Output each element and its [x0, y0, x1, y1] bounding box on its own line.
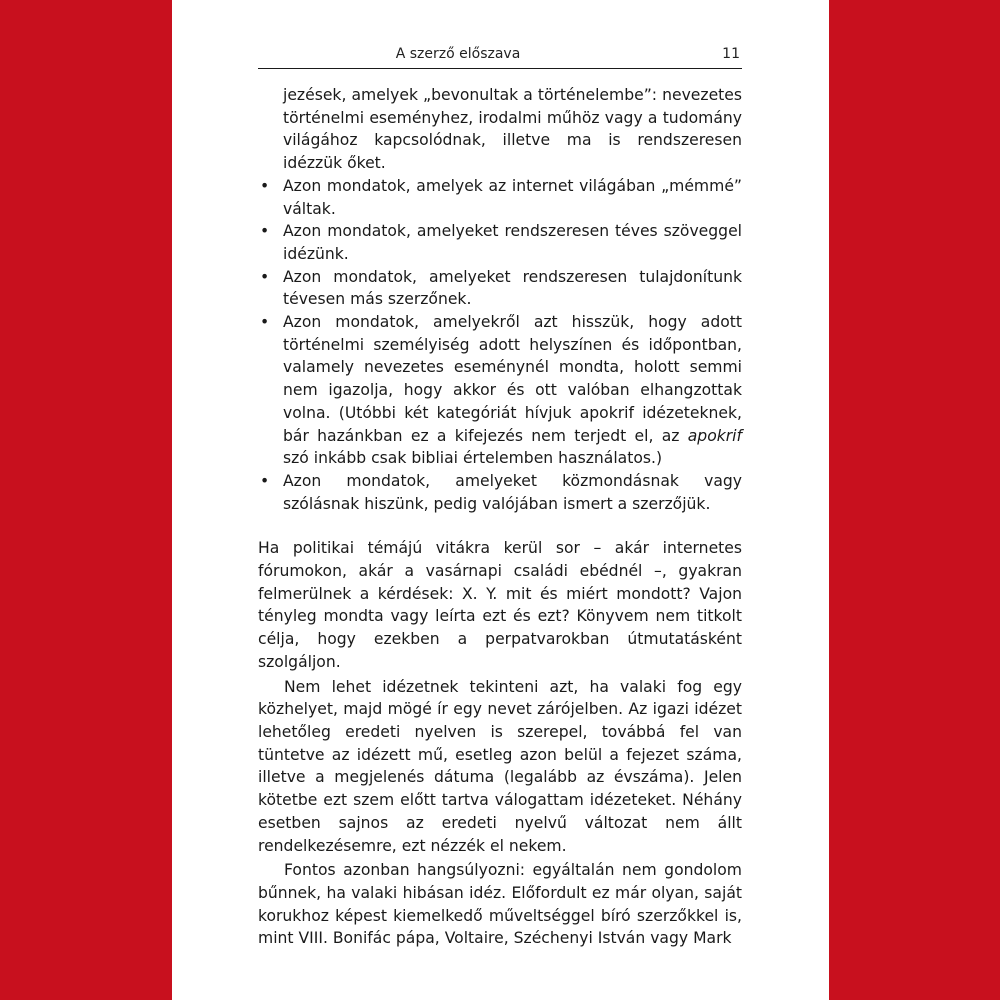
list-item [258, 266, 742, 311]
list-item [258, 311, 742, 470]
bullet-icon: • [260, 267, 270, 286]
paragraph: Fontos azonban hangsúlyozni: egyáltalán nem gondolom bűnnek, ha valaki hibásan idéz. Előfordult ez már olyan, saját korukhoz képest kiemelkedő műveltséggel bíró szerzőkkel is, mint VIII. Bonifác pápa, Voltaire, Széchenyi István vagy Mark [258, 861, 742, 948]
list-item [258, 175, 742, 220]
italic-term: apokrif [687, 426, 742, 445]
paragraph: Ha politikai témájú vitákra kerül sor – akár internetes fórumokon, akár a vasárnapi családi ebédnél –, gyakran felmerülnek a kérdések: X. Y. mit és miért mondott? Vajon tényleg mondta vagy leírta ezt és ezt? Könyvem nem titkolt célja, hogy ezekben a perpatvarokban útmutatásként szolgáljon. [258, 539, 742, 671]
page-body [258, 84, 742, 950]
list-item [258, 470, 742, 515]
list-item-text-part2: szó inkább csak bibliai értelemben használatos.) [283, 449, 663, 468]
list-item-text: Azon mondatok, amelyeket közmondásnak vagy szólásnak hiszünk, pedig valójában ismert a szerzőjük. [283, 471, 742, 513]
list-item-text: Azon mondatok, amelyeket rendszeresen téves szöveggel idézünk. [283, 222, 742, 263]
running-header [258, 46, 742, 69]
list-item-continuation [258, 84, 742, 175]
list-item-text-part1: Azon mondatok, amelyekről azt hisszük, hogy adott történelmi személyiség adott helyszínen és időpontban, valamely nevezetes eseménynél mondta, holott semmi nem igazolja, hogy akkor és ott valóban elhangzottak volna. (Utóbbi két kategóriát hívjuk apokrif idézeteknek, bár hazánkban ez a kifejezés nem terjedt el, az [283, 313, 742, 445]
bullet-icon: • [260, 222, 270, 241]
bullet-list [258, 84, 742, 515]
list-item-text: jezések, amelyek „bevonultak a történelembe”: nevezetes történelmi eseményhez, irodalmi műhöz vagy a tudomány világához kapcsolódnak, illetve ma is rendszeresen idézzük őket. [283, 86, 742, 173]
book-page [172, 0, 829, 1000]
bullet-icon: • [260, 176, 270, 195]
paragraph-gap [258, 515, 742, 537]
page-number: 11 [722, 46, 740, 62]
running-title: A szerző előszava [395, 46, 521, 62]
paragraph: Nem lehet idézetnek tekinteni azt, ha valaki fog egy közhelyet, majd mögé ír egy nevet zárójelben. Az igazi idézet lehetőleg eredeti nyelven is szerepel, továbbá fel van tüntetve az idézett mű, esetleg azon belül a fejezet száma, illetve a megjelenés dátuma (legalább az évszáma). Jelen kötetbe ezt szem előtt tartva válogattam idézeteket. Néhány esetben sajnos az eredeti nyelvű változat nem állt rendelkezésemre, ezt nézzék el nekem. [258, 677, 742, 855]
list-item-text: Azon mondatok, amelyek az internet világában „mémmé” váltak. [283, 176, 742, 218]
bullet-icon: • [260, 313, 270, 332]
list-item-text: Azon mondatok, amelyeket rendszeresen tulajdonítunk tévesen más szerzőnek. [283, 267, 742, 309]
bullet-icon: • [260, 471, 270, 490]
list-item [258, 220, 742, 265]
